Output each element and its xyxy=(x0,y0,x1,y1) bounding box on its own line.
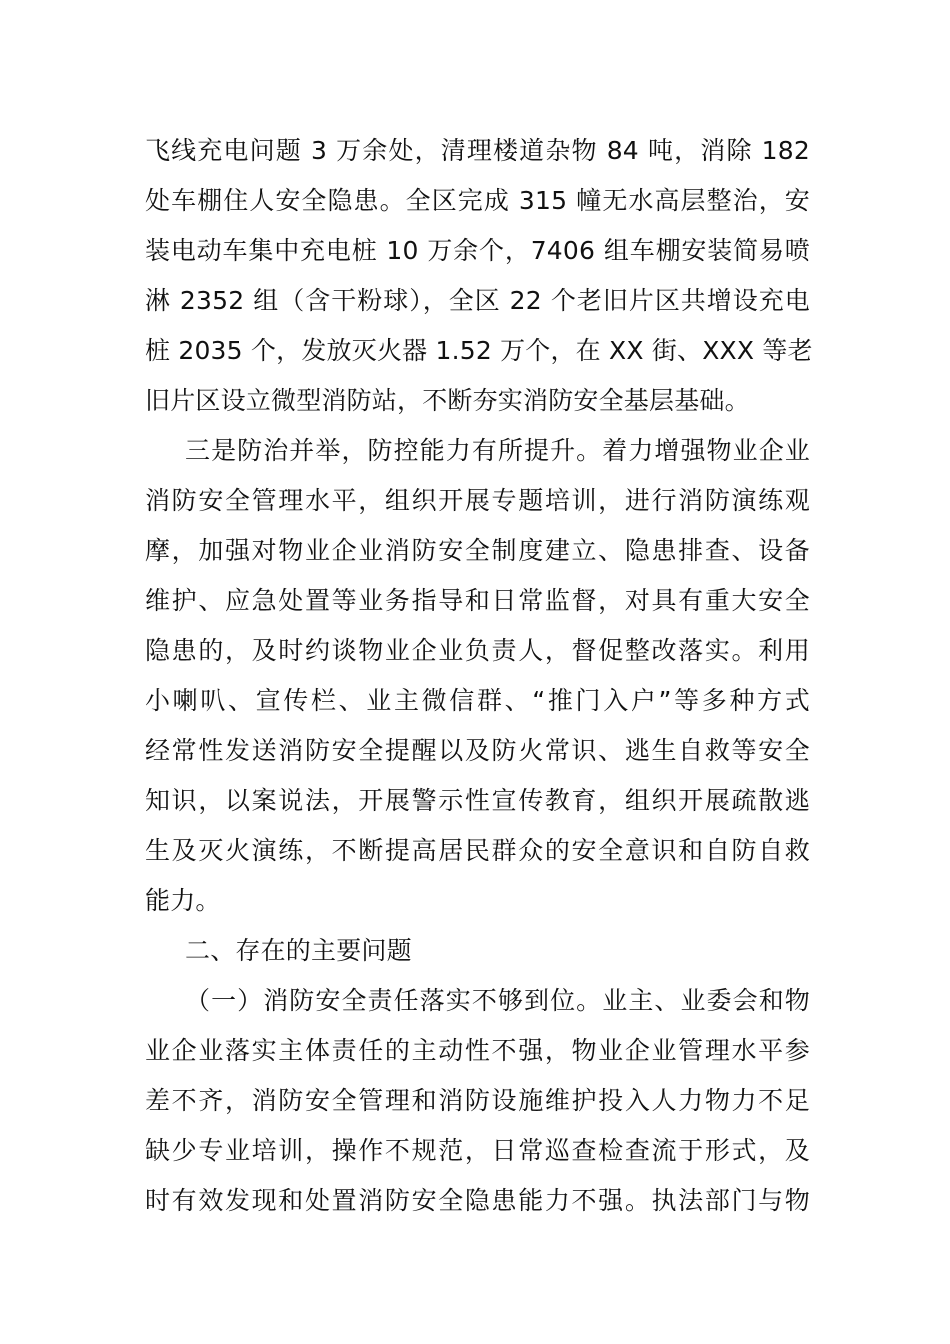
text-line: 业企业落实主体责任的主动性不强，物业企业管理水平参 xyxy=(145,1036,810,1065)
text-line: 生及灭火演练，不断提高居民群众的安全意识和自防自救 xyxy=(145,836,810,865)
text-line: 桩 2035 个，发放灭火器 1.52 万个，在 XX 街、XXX 等老 xyxy=(145,336,813,365)
text-line: 能力。 xyxy=(145,886,221,915)
section-heading: 二、存在的主要问题 xyxy=(185,936,412,965)
text-line: 旧片区设立微型消防站，不断夯实消防安全基层基础。 xyxy=(145,386,750,415)
text-line: 小喇叭、宣传栏、业主微信群、“推门入户”等多种方式 xyxy=(145,686,810,715)
text-line: 维护、应急处置等业务指导和日常监督，对具有重大安全 xyxy=(145,586,810,615)
text-line: 经常性发送消防安全提醒以及防火常识、逃生自救等安全 xyxy=(145,736,810,765)
section-heading-main-problems xyxy=(145,926,810,976)
text-line: 飞线充电问题 3 万余处，清理楼道杂物 84 吨，消除 182 xyxy=(145,136,810,165)
text-line: 时有效发现和处置消防安全隐患能力不强。执法部门与物 xyxy=(145,1186,810,1215)
text-line: （一）消防安全责任落实不够到位。业主、业委会和物 xyxy=(185,986,810,1015)
paragraph-fire-safety-results xyxy=(145,126,813,426)
text-line: 装电动车集中充电桩 10 万余个，7406 组车棚安装简易喷 xyxy=(145,236,810,265)
text-line: 差不齐，消防安全管理和消防设施维护投入人力物力不足 xyxy=(145,1086,810,1115)
text-line: 三是防治并举，防控能力有所提升。着力增强物业企业 xyxy=(185,436,810,465)
text-line: 知识，以案说法，开展警示性宣传教育，组织开展疏散逃 xyxy=(145,786,810,815)
text-line: 消防安全管理水平，组织开展专题培训，进行消防演练观 xyxy=(145,486,810,515)
text-line: 摩，加强对物业企业消防安全制度建立、隐患排查、设备 xyxy=(145,536,810,565)
paragraph-responsibility-issues xyxy=(145,976,810,1226)
text-line: 缺少专业培训，操作不规范，日常巡查检查流于形式，及 xyxy=(145,1136,810,1165)
document-body xyxy=(145,126,813,1226)
text-line: 隐患的，及时约谈物业企业负责人，督促整改落实。利用 xyxy=(145,636,810,665)
text-line: 处车棚住人安全隐患。全区完成 315 幢无水高层整治，安 xyxy=(145,186,810,215)
paragraph-prevention-control xyxy=(145,426,810,926)
text-line: 淋 2352 组（含干粉球），全区 22 个老旧片区共增设充电 xyxy=(145,286,810,315)
